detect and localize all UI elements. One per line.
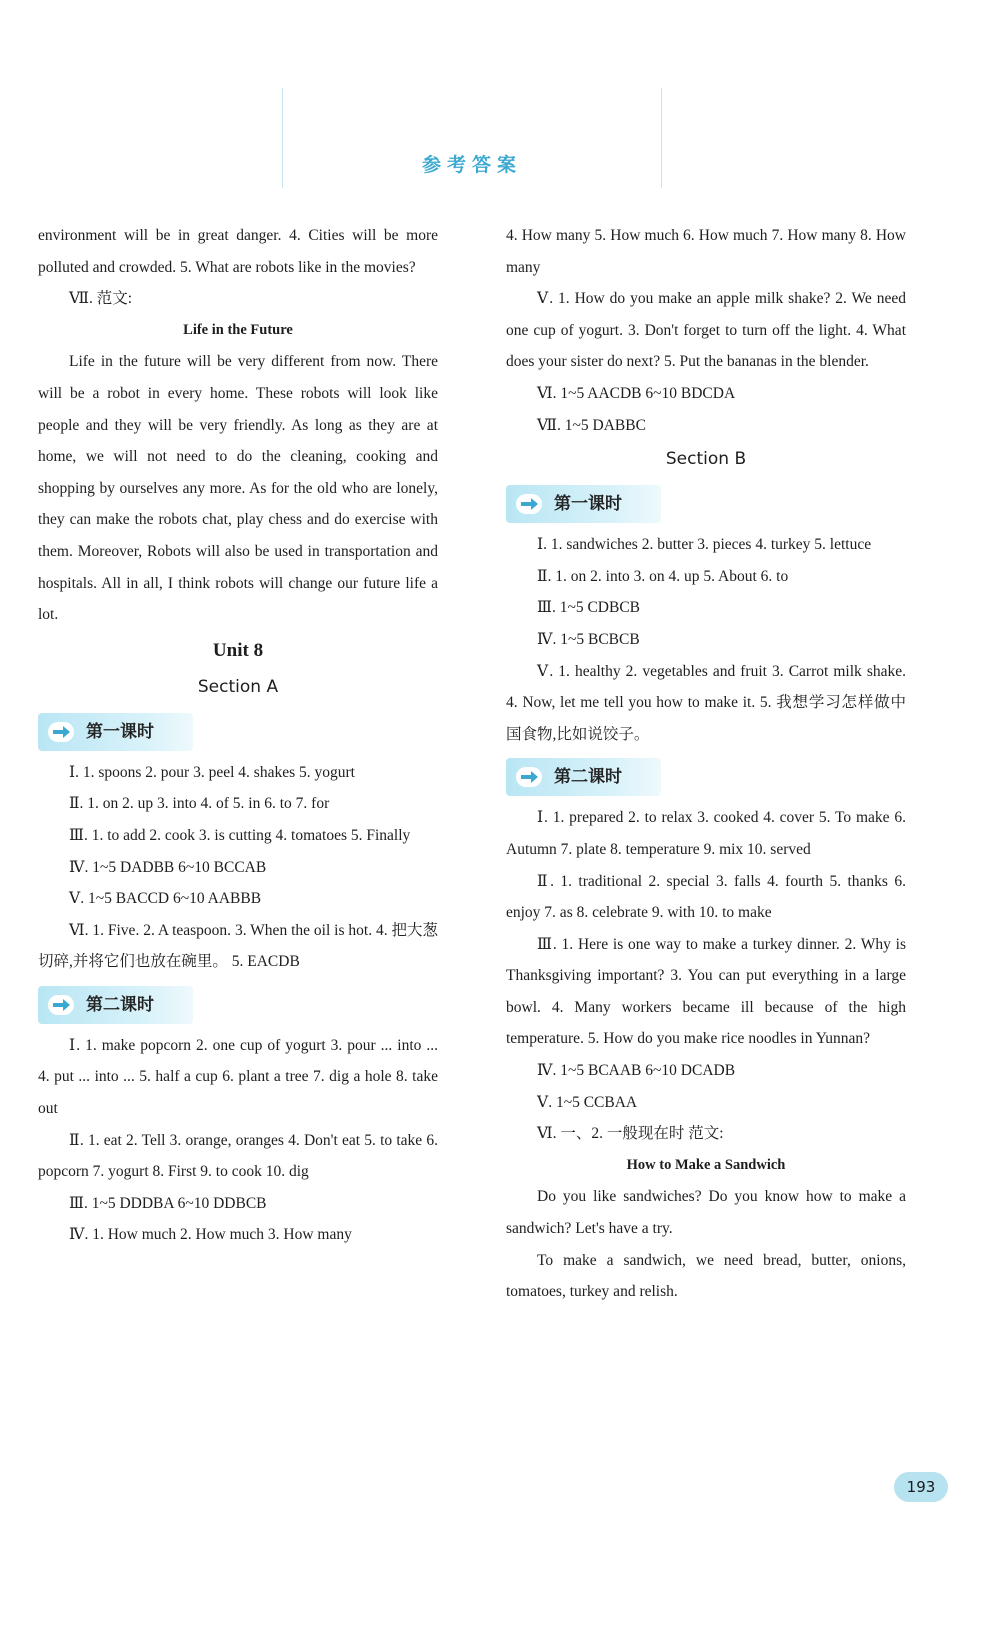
answer-item: Ⅰ. 1. make popcorn 2. one cup of yogurt 3. pour ... into ... 4. put ... into ... 5. half a cup 6. plant a tree 7. dig a hole 8. take out [38,1036,438,1118]
answer-item: Ⅵ. 一、2. 一般现在时 范文: [537,1125,724,1143]
answer-item: Ⅵ. 1. Five. 2. A teaspoon. 3. When the oil is hot. 4. 把大葱切碎,并将它们也放在碗里。 5. EACDB [38,921,438,971]
section-title: Section B [665,449,747,470]
answer-item: Ⅳ. 1~5 BCAAB 6~10 DCADB [537,1062,736,1080]
answer-item: Ⅲ. 1~5 DDDBA 6~10 DDBCB [69,1194,267,1212]
arrow-icon [516,767,542,787]
answer-item: Ⅴ. 1~5 BACCD 6~10 AABBB [69,890,262,908]
lesson-label: 第二课时 [86,994,154,1015]
essay-paragraph: Do you like sandwiches? Do you know how to make a sandwich? Let's have a try. [506,1188,906,1238]
essay-title: Life in the Future [183,321,293,338]
arrow-icon [48,722,74,742]
answer-line: 4. How many 5. How much 6. How much 7. How many 8. How many [506,227,906,276]
answer-item: Ⅱ. 1. on 2. into 3. on 4. up 5. About 6. to [537,567,789,585]
answer-item: Ⅲ. 1. Here is one way to make a turkey dinner. 2. Why is Thanksgiving important? 3. You can put everything in a large bowl. 4. Many workers became ill because of the high temperature. 5. How do you make rice noodles in Yunnan? [506,935,906,1048]
unit-title: Unit 8 [212,639,264,661]
answer-item: Ⅶ. 1~5 DABBC [537,416,646,434]
answer-item: Ⅴ. 1~5 CCBAA [537,1093,638,1111]
essay-paragraph: To make a sandwich, we need bread, butter, onions, tomatoes, turkey and relish. [506,1251,906,1301]
answer-item: Ⅳ. 1~5 DADBB 6~10 BCCAB [69,858,267,876]
answer-item: Ⅴ. 1. healthy 2. vegetables and fruit 3. Carrot milk shake. 4. Now, let me tell you how to make it. 5. 我想学习怎样做中国食物,比如说饺子。 [506,662,906,743]
header [282,88,662,188]
essay-title: How to Make a Sandwich [626,1156,786,1173]
section-label: Ⅶ. 范文: [69,290,133,308]
lesson-tag [38,986,193,1024]
lesson-tag [506,758,661,796]
answer-item: Ⅲ. 1. to add 2. cook 3. is cutting 4. tomatoes 5. Finally [69,826,411,844]
answer-item: Ⅵ. 1~5 AACDB 6~10 BDCDA [537,384,736,402]
lesson-label: 第一课时 [86,721,154,742]
lesson-label: 第一课时 [554,494,622,515]
answer-line: environment will be in great danger. 4. Cities will be more polluted and crowded. 5. What are robots like in the movies? [38,227,438,276]
lesson-tag [506,485,661,523]
essay-body: Life in the future will be very different from now. There will be a robot in every home. These robots will look like people and they will be very friendly. As long as they are at home, we will not need to do the cleaning, cooking and shopping by ourselves any more. As for the old who are lonely, they can make the robots chat, play chess and do exercise with them. Moreover, Robots will also be used in transportation and hospitals. All in all, I think robots will change our future life a lot. [38,353,438,624]
answer-item: Ⅱ. 1. traditional 2. special 3. falls 4. fourth 5. thanks 6. enjoy 7. as 8. celebrate 9. with 10. to make [506,872,906,922]
answer-item: Ⅳ. 1~5 BCBCB [537,630,640,648]
page-number: 193 [894,1472,948,1502]
answer-item: Ⅴ. 1. How do you make an apple milk shake? 2. We need one cup of yogurt. 3. Don't forget to turn off the light. 4. What does your sister do next? 5. Put the bananas in the blender. [506,290,906,371]
right-column [506,220,906,1308]
left-column [38,220,438,1251]
answer-item: Ⅰ. 1. prepared 2. to relax 3. cooked 4. cover 5. To make 6. Autumn 7. plate 8. temperature 9. mix 10. served [506,809,906,858]
arrow-icon [516,494,542,514]
answer-item: Ⅳ. 1. How much 2. How much 3. How many [69,1226,352,1244]
section-title: Section A [197,676,279,697]
answer-item: Ⅰ. 1. sandwiches 2. butter 3. pieces 4. turkey 5. lettuce [537,536,872,554]
lesson-tag [38,713,193,751]
answer-item: Ⅰ. 1. spoons 2. pour 3. peel 4. shakes 5. yogurt [69,763,355,781]
answer-item: Ⅱ. 1. eat 2. Tell 3. orange, oranges 4. Don't eat 5. to take 6. popcorn 7. yogurt 8. First 9. to cook 10. dig [38,1131,438,1181]
answer-item: Ⅲ. 1~5 CDBCB [537,599,641,617]
arrow-icon [48,995,74,1015]
page-title: 参考答案 [421,154,522,176]
answer-item: Ⅱ. 1. on 2. up 3. into 4. of 5. in 6. to 7. for [69,795,330,813]
lesson-label: 第二课时 [554,767,622,788]
